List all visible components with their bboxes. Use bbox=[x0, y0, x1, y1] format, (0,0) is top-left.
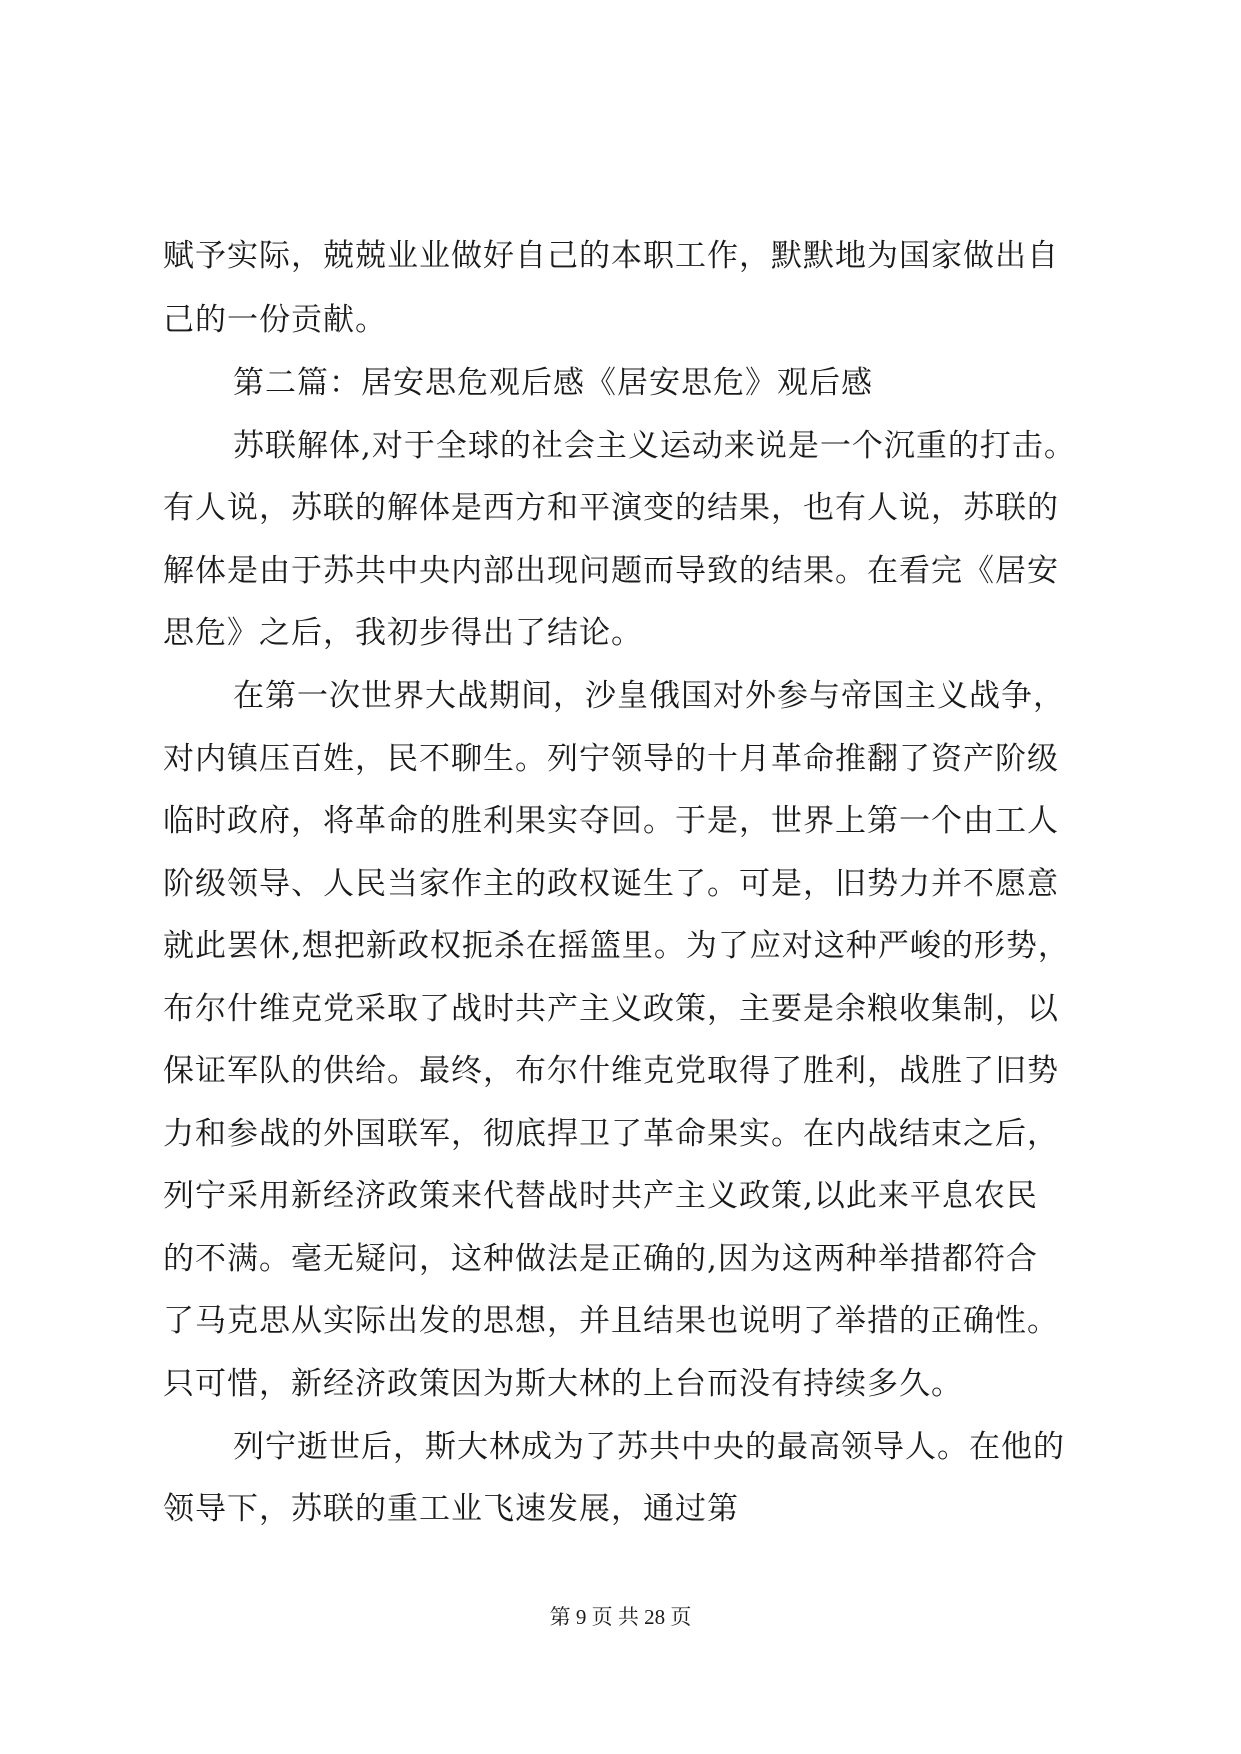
text-line: 就此罢休,想把新政权扼杀在摇篮里。为了应对这种严峻的形势， bbox=[163, 928, 1070, 964]
text-line: 解体是由于苏共中央内部出现问题而导致的结果。在看完《居安 bbox=[163, 553, 1059, 589]
section-heading: 第二篇：居安思危观后感《居安思危》观后感 bbox=[233, 365, 873, 401]
text-line: 苏联解体,对于全球的社会主义运动来说是一个沉重的打击。 bbox=[233, 428, 1076, 464]
text-line: 有人说，苏联的解体是西方和平演变的结果，也有人说，苏联的 bbox=[163, 490, 1059, 526]
text-line: 阶级领导、人民当家作主的政权诞生了。可是，旧势力并不愿意 bbox=[163, 866, 1059, 902]
text-line: 赋予实际，兢兢业业做好自己的本职工作，默默地为国家做出自 bbox=[163, 238, 1059, 274]
text-line: 列宁逝世后，斯大林成为了苏共中央的最高领导人。在他的 bbox=[233, 1429, 1065, 1465]
text-line: 思危》之后，我初步得出了结论。 bbox=[163, 615, 643, 651]
text-line: 了马克思从实际出发的思想，并且结果也说明了举措的正确性。 bbox=[163, 1303, 1059, 1339]
text-line: 在第一次世界大战期间，沙皇俄国对外参与帝国主义战争， bbox=[233, 678, 1065, 714]
text-line: 只可惜，新经济政策因为斯大林的上台而没有持续多久。 bbox=[163, 1366, 963, 1402]
text-line: 对内镇压百姓，民不聊生。列宁领导的十月革命推翻了资产阶级 bbox=[163, 741, 1059, 777]
text-line: 己的一份贡献。 bbox=[163, 302, 387, 338]
text-line: 列宁采用新经济政策来代替战时共产主义政策,以此来平息农民 bbox=[163, 1178, 1038, 1214]
page-number-footer: 第 9 页 共 28 页 bbox=[549, 1605, 692, 1629]
text-line: 领导下，苏联的重工业飞速发展，通过第 bbox=[163, 1491, 739, 1527]
text-line: 保证军队的供给。最终，布尔什维克党取得了胜利，战胜了旧势 bbox=[163, 1053, 1059, 1089]
text-line: 力和参战的外国联军，彻底捍卫了革命果实。在内战结束之后， bbox=[163, 1116, 1059, 1152]
text-line: 的不满。毫无疑问，这种做法是正确的,因为这两种举措都符合 bbox=[163, 1241, 1038, 1277]
text-line: 布尔什维克党采取了战时共产主义政策，主要是余粮收集制，以 bbox=[163, 991, 1059, 1027]
text-line: 临时政府，将革命的胜利果实夺回。于是，世界上第一个由工人 bbox=[163, 803, 1059, 839]
